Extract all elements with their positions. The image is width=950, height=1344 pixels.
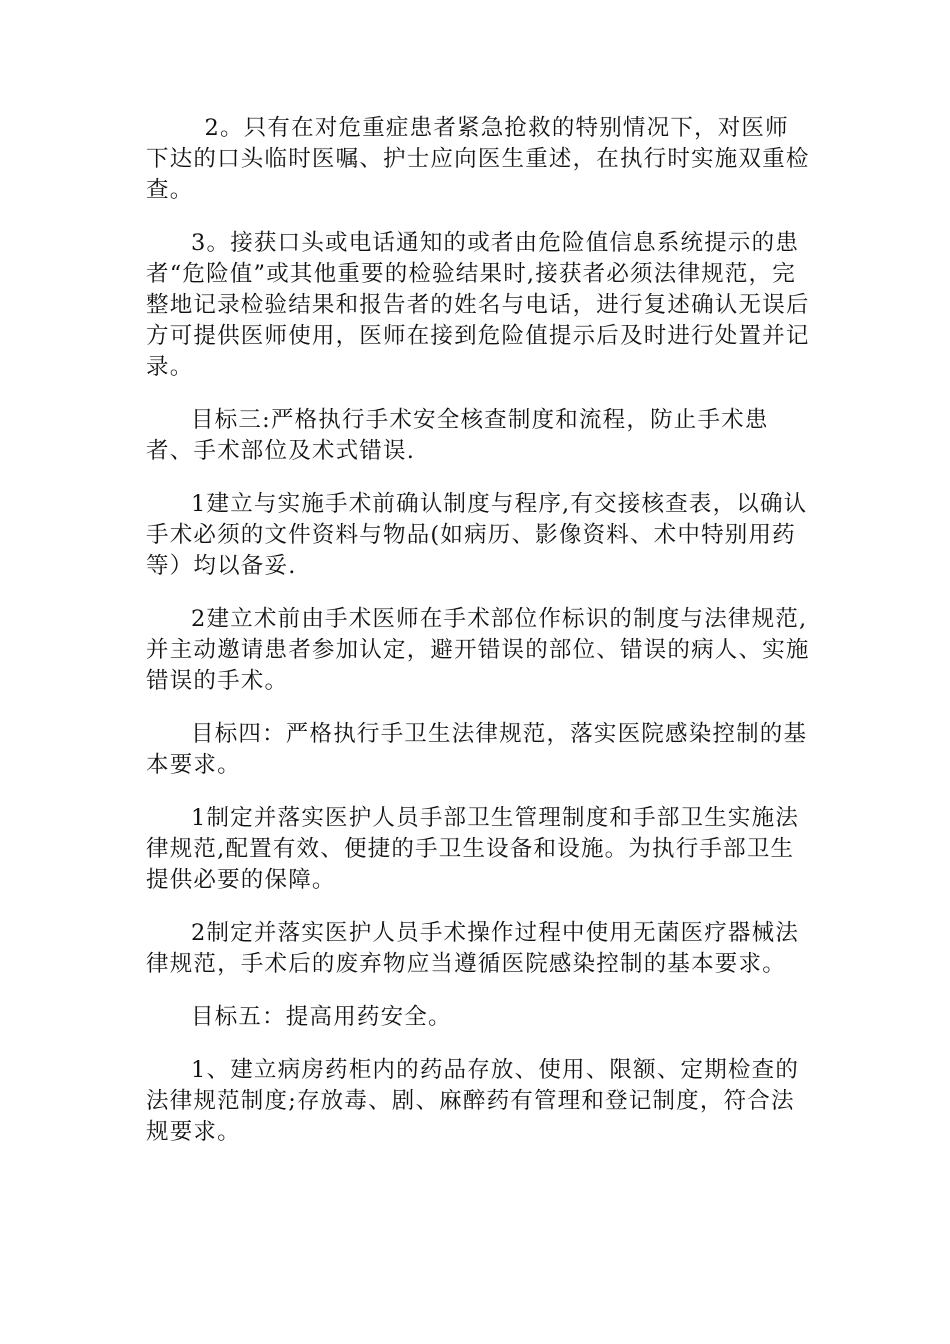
heading-goal-four: 目标四：严格执行手卫生法律规范，落实医院感染控制的基本要求。 — [146, 721, 808, 778]
paragraph-preop-confirmation: 1建立与实施手术前确认制度与程序,有交接核查表，以确认手术必须的文件资料与物品(如病历、影像资料、术中特别用药等）均以备妥. — [146, 491, 808, 579]
paragraph-hand-hygiene: 1制定并落实医护人员手部卫生管理制度和手部卫生实施法律规范,配置有效、便捷的手卫生设备和设施。为执行手部卫生提供必要的保障。 — [146, 805, 800, 893]
paragraph-verbal-order: 2。只有在对危重症患者紧急抢救的特别情况下，对医师下达的口头临时医嘱、护士应向医生重述，在执行时实施双重检查。 — [146, 115, 810, 203]
paragraph-site-marking: 2建立术前由手术医师在手术部位作标识的制度与法律规范,并主动邀请患者参加认定，避开错误的部位、错误的病人、实施错误的手术。 — [146, 606, 810, 694]
paragraph-critical-value: 3。接获口头或电话通知的或者由危险值信息系统提示的患者“危险值”或其他重要的检验结果时,接获者必须法律规范，完整地记录检验结果和报告者的姓名与电话，进行复述确认无误后方可提供医师使用，医师在接到危险值提示后及时进行处置并记录。 — [146, 230, 810, 380]
paragraph-sterile-instruments: 2制定并落实医护人员手术操作过程中使用无菌医疗器械法律规范，手术后的废弃物应当遵循医院感染控制的基本要求。 — [146, 920, 800, 977]
paragraph-ward-pharmacy: 1、建立病房药柜内的药品存放、使用、限额、定期检查的法律规范制度;存放毒、剧、麻醉药有管理和登记制度，符合法规要求。 — [146, 1057, 800, 1145]
heading-goal-five: 目标五：提高用药安全。 — [191, 1004, 452, 1030]
heading-goal-three: 目标三:严格执行手术安全核查制度和流程，防止手术患者、手术部位及术式错误. — [146, 407, 769, 464]
document-body — [146, 113, 811, 1170]
